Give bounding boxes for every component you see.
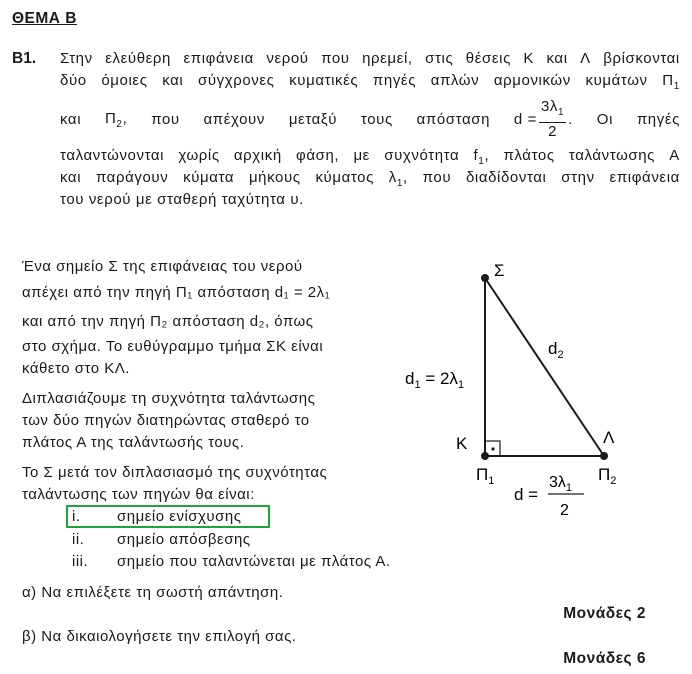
left-line-3: και από την πηγή Π₂ απόσταση d₂, όπως [22,313,314,330]
left-line-9: Το Σ μετά τον διπλασιασμό της συχνότητας [22,464,328,481]
label-k: Κ [456,434,468,453]
distance-formula: d = $\frac{3\lambda_1}{2}$ . [513,98,573,140]
task-a: α) Να επιλέξετε τη σωστή απάντηση. [22,584,284,601]
section-title: ΘΕΜΑ Β [12,10,77,27]
left-line-2: απέχει από την πηγή Π₁ απόσταση d₁ = 2λ₁ [22,284,331,301]
left-line-1: Ένα σημείο Σ της επιφάνειας του νερού [22,258,303,275]
label-base-num: $3\lambda_1$ [549,474,573,494]
label-d1: $d_1 = 2\lambda_1$ [405,369,465,391]
label-l: Λ [603,428,615,447]
distance-fraction: $\frac{3\lambda_1}{2}$ [540,98,565,140]
intro-line-5: και παράγουν κύματα μήκους κύματος $\lambda_1$, που διαδίδονται στην επιφάνεια [60,169,680,189]
intro-line-2: δύο όμοιες και σύγχρονες κυματικές πηγές απλών αρμονικών κυμάτων $\Pi_1$ [60,72,680,92]
task-a-marks: Μονάδες 2 [563,605,646,622]
left-line-7: των δύο πηγών διατηρώντας σταθερό το [22,412,310,429]
task-b: β) Να δικαιολογήσετε την επιλογή σας. [22,628,297,645]
label-p2: $\Pi_2$ [598,465,617,487]
label-sigma: Σ [494,261,505,280]
left-line-4: στο σχήμα. Το ευθύγραμμο τμήμα ΣΚ είναι [22,338,324,355]
question-label: Β1. [12,50,37,67]
intro-line-6: του νερού με σταθερή ταχύτητα υ. [60,191,304,208]
side-sigma-l [485,278,604,456]
intro-line-1: Στην ελεύθερη επιφάνεια νερού που ηρεμεί, στις θέσεις Κ και Λ βρίσκονται [60,50,680,67]
left-line-8: πλάτος Α της ταλάντωσής τους. [22,434,245,451]
point-l [600,452,608,460]
label-p1: $\Pi_1$ [476,465,495,487]
point-k [481,452,489,460]
intro-line-4: ταλαντώνονται χωρίς αρχική φάση, με συχνότητα $f_1$, πλάτος ταλάντωσης Α [60,147,680,167]
intro-line-3: και $\Pi_2$, που απέχουν μεταξύ τους απόσταση d = $\frac{3\lambda_1}{2}$ . Οι πηγές [60,98,680,140]
label-base-d: d = [514,485,539,504]
left-line-10: ταλάντωσης των πηγών θα είναι: [22,486,255,503]
left-line-6: Διπλασιάζουμε τη συχνότητα ταλάντωσης [22,390,316,407]
task-b-marks: Μονάδες 6 [563,650,646,667]
label-d2: $d_2$ [548,339,564,361]
label-base-den: 2 [560,502,569,519]
left-line-5: κάθετο στο ΚΛ. [22,360,130,377]
point-sigma [481,274,489,282]
right-angle-dot [491,447,494,450]
